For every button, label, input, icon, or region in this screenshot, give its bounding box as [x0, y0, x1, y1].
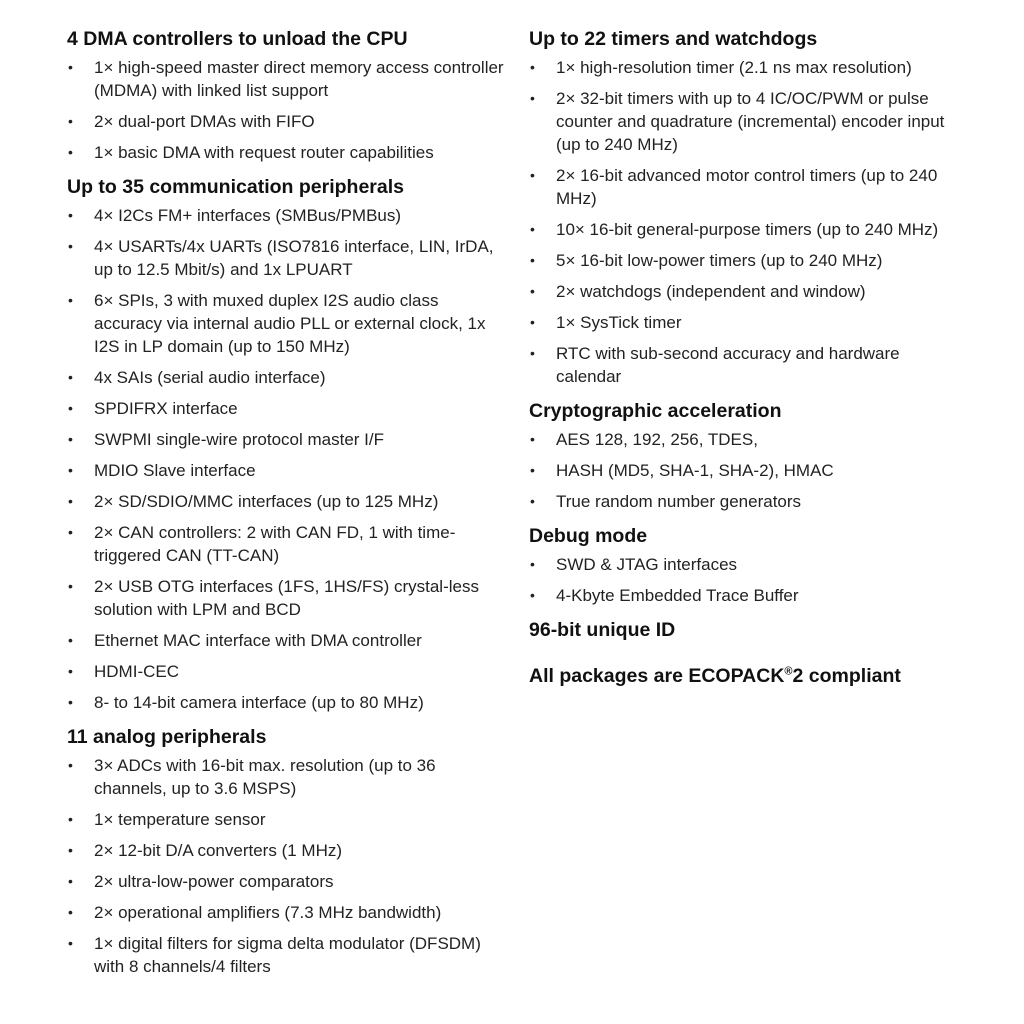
list-item: • SPDIFRX interface: [68, 399, 238, 418]
bullet-icon: •: [530, 587, 535, 603]
list-item: • 2× operational amplifiers (7.3 MHz bandwidth): [68, 903, 442, 922]
list-item: • HASH (MD5, SHA-1, SHA-2), HMAC: [530, 461, 834, 480]
list-item: • 1× high-speed master direct memory access controller (MDMA) with linked list support: [68, 58, 504, 100]
list-item: • 2× watchdogs (independent and window): [530, 282, 866, 301]
section-title: Up to 22 timers and watchdogs: [529, 28, 818, 50]
bullet-icon: •: [68, 873, 73, 889]
section-title: 11 analog peripherals: [67, 726, 267, 748]
bullet-icon: •: [530, 252, 535, 268]
bullet-icon: •: [530, 283, 535, 299]
section-title: Debug mode: [529, 525, 648, 547]
bullet-icon: •: [68, 935, 73, 951]
list-item: • MDIO Slave interface: [68, 461, 256, 480]
section-unique-id: [529, 617, 969, 643]
section-communication: [67, 174, 507, 714]
bullet-icon: •: [530, 90, 535, 106]
bullet-icon: •: [68, 663, 73, 679]
list-item: • 4x SAIs (serial audio interface): [68, 368, 326, 387]
bullet-icon: •: [68, 842, 73, 858]
list-item: • 2× 12-bit D/A converters (1 MHz): [68, 841, 343, 860]
registered-mark: ®: [784, 665, 793, 678]
list-item: • SWD & JTAG interfaces: [530, 555, 738, 574]
bullet-icon: •: [530, 462, 535, 478]
list-item: • True random number generators: [530, 492, 802, 511]
left-column: [67, 26, 507, 988]
list-item: • 6× SPIs, 3 with muxed duplex I2S audio class accuracy via internal audio PLL or external clock, 1x I2S in LP domain (up to 150 MHz): [68, 291, 486, 356]
list-item: • 10× 16-bit general-purpose timers (up to 240 MHz): [530, 220, 939, 239]
list-item: • 1× high-resolution timer (2.1 ns max resolution): [530, 58, 912, 77]
list-item: • 1× temperature sensor: [68, 810, 266, 829]
list-item: • 2× USB OTG interfaces (1FS, 1HS/FS) crystal-less solution with LPM and BCD: [68, 577, 479, 619]
list-item: • SWPMI single-wire protocol master I/F: [68, 430, 385, 449]
bullet-icon: •: [530, 493, 535, 509]
list-item: • 5× 16-bit low-power timers (up to 240 MHz): [530, 251, 883, 270]
right-column: [529, 26, 969, 699]
bullet-icon: •: [530, 431, 535, 447]
section-title: Cryptographic acceleration: [529, 400, 782, 422]
list-item: • Ethernet MAC interface with DMA controller: [68, 631, 422, 650]
list-item: • 8- to 14-bit camera interface (up to 80 MHz): [68, 693, 424, 712]
bullet-icon: •: [68, 400, 73, 416]
bullet-icon: •: [68, 238, 73, 254]
bullet-icon: •: [530, 314, 535, 330]
section-title: 4 DMA controllers to unload the CPU: [67, 28, 408, 50]
list-item: • 2× 16-bit advanced motor control timers (up to 240 MHz): [530, 166, 938, 208]
bullet-icon: •: [68, 694, 73, 710]
list-item: • 4× I2Cs FM+ interfaces (SMBus/PMBus): [68, 206, 402, 225]
bullet-icon: •: [68, 431, 73, 447]
bullet-icon: •: [68, 59, 73, 75]
bullet-icon: •: [68, 811, 73, 827]
list-item: • 1× basic DMA with request router capabilities: [68, 143, 434, 162]
section-analog: [67, 724, 507, 978]
bullet-icon: •: [68, 144, 73, 160]
section-timers: [529, 26, 969, 388]
bullet-icon: •: [530, 221, 535, 237]
list-item: • 2× 32-bit timers with up to 4 IC/OC/PWM or pulse counter and quadrature (incremental) encoder input (up to 240 MHz): [530, 89, 945, 154]
section-dma: [67, 26, 507, 164]
list-item: • 1× SysTick timer: [530, 313, 682, 332]
bullet-icon: •: [68, 369, 73, 385]
bullet-icon: •: [68, 113, 73, 129]
bullet-icon: •: [68, 207, 73, 223]
bullet-icon: •: [68, 632, 73, 648]
bullet-icon: •: [68, 757, 73, 773]
list-item: • HDMI-CEC: [68, 662, 179, 681]
list-item: • 3× ADCs with 16-bit max. resolution (up to 36 channels, up to 3.6 MSPS): [68, 756, 436, 798]
bullet-icon: •: [68, 904, 73, 920]
section-crypto: [529, 398, 969, 513]
ecopack-heading: All packages are ECOPACK®2 compliant: [529, 665, 901, 687]
section-title: 96-bit unique ID: [529, 619, 676, 641]
bullet-icon: •: [530, 59, 535, 75]
bullet-icon: •: [68, 578, 73, 594]
section-debug: [529, 523, 969, 607]
list-item: • 4-Kbyte Embedded Trace Buffer: [530, 586, 799, 605]
list-item: • 4× USARTs/4x UARTs (ISO7816 interface, LIN, IrDA, up to 12.5 Mbit/s) and 1x LPUART: [68, 237, 494, 279]
list-item: • RTC with sub-second accuracy and hardware calendar: [530, 344, 900, 386]
list-item: • 2× SD/SDIO/MMC interfaces (up to 125 MHz): [68, 492, 439, 511]
bullet-icon: •: [68, 462, 73, 478]
bullet-icon: •: [68, 493, 73, 509]
bullet-icon: •: [530, 556, 535, 572]
list-item: • AES 128, 192, 256, TDES,: [530, 430, 758, 449]
list-item: • 2× CAN controllers: 2 with CAN FD, 1 with time-triggered CAN (TT-CAN): [68, 523, 456, 565]
list-item: • 2× ultra-low-power comparators: [68, 872, 334, 891]
bullet-icon: •: [530, 345, 535, 361]
bullet-icon: •: [68, 292, 73, 308]
section-ecopack: [529, 663, 969, 689]
list-item: • 1× digital filters for sigma delta modulator (DFSDM) with 8 channels/4 filters: [68, 934, 481, 976]
bullet-icon: •: [68, 524, 73, 540]
list-item: • 2× dual-port DMAs with FIFO: [68, 112, 315, 131]
section-title: Up to 35 communication peripherals: [67, 176, 404, 198]
bullet-icon: •: [530, 167, 535, 183]
